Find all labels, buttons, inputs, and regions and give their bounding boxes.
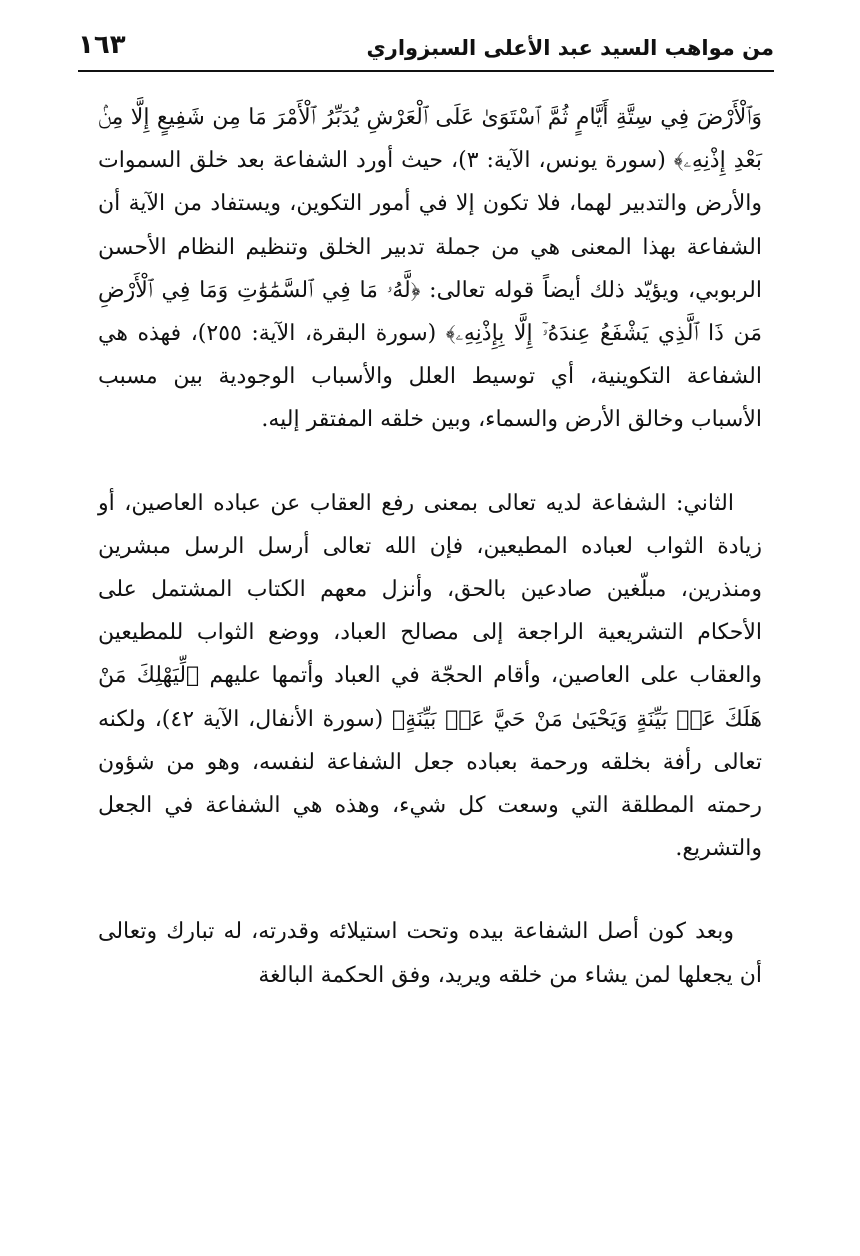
paragraph-cosmic-intercession: وَٱلْأَرْضَ فِي سِتَّةِ أَيَّامٍ ثُمَّ ٱسْتَوَىٰ عَلَى ٱلْعَرْشِ يُدَبِّرُ ٱلْأَمْرَ مَا مِن شَفِيعٍ إِلَّا مِنۢ بَعْدِ إِذْنِهِۦ﴾ (سورة يونس، الآية: ٣)، حيث أورد الشفاعة بعد خلق السموات والأرض والتدبير لهما، فلا تكون إلا في أمور التكوين، ويستفاد من الآية أن الشفاعة بهذا المعنى هي من جملة تدبير الخلق وتنظيم النظام الأحسن الربوبي، ويؤيّد ذلك أيضاً قوله تعالى: ﴿لَّهُۥ مَا فِي ٱلسَّمَٰوَٰتِ وَمَا فِي ٱلْأَرْضِ مَن ذَا ٱلَّذِي يَشْفَعُ عِندَهُۥٓ إِلَّا بِإِذْنِهِۦ﴾ (سورة البقرة، الآية: ٢٥٥)، فهذه هي الشفاعة التكوينية، أي توسيط العلل والأسباب الوجودية بين مسبب الأسباب وخالق الأرض والسماء، وبين خلقه المفتقر إليه. xyxy=(98,105,763,433)
paragraph-after-origin: وبعد كون أصل الشفاعة بيده وتحت استيلائه وقدرته، له تبارك وتعالى أن يجعلها لمن يشاء من خلقه ويريد، وفق الحكمة البالغة xyxy=(98,919,762,988)
page-number: ١٦٣ xyxy=(78,30,126,60)
paragraph-second-type: الثاني: الشفاعة لديه تعالى بمعنى رفع العقاب عن عباده العاصين، أو زيادة الثواب لعباده المطيعين، فإن الله تعالى أرسل الرسل مبشرين ومنذرين، مبلّغين صادعين بالحق، وأنزل معهم الكتاب المشتمل على الأحكام التشريعية الراجعة إلى مصالح العباد، ووضع الثواب للمطيعين والعقاب على العاصين، وأقام الحجّة في العباد وأتمها عليهم ﴿لِّيَهْلِكَ مَنْ هَلَكَ عَنۢ بَيِّنَةٍ وَيَحْيَىٰ مَنْ حَيَّ عَنۢ بَيِّنَةٍ﴾ (سورة الأنفال، الآية ٤٢)، ولكنه تعالى رأفة بخلقه ورحمة بعباده جعل الشفاعة لنفسه، وهو من شؤون رحمته المطلقة التي وسعت كل شيء، وهذه هي الشفاعة في الجعل والتشريع. xyxy=(98,490,762,862)
page-body xyxy=(98,96,762,997)
running-title: من مواهب السيد عبد الأعلى السبزواري xyxy=(366,36,774,60)
page-header xyxy=(78,28,774,72)
